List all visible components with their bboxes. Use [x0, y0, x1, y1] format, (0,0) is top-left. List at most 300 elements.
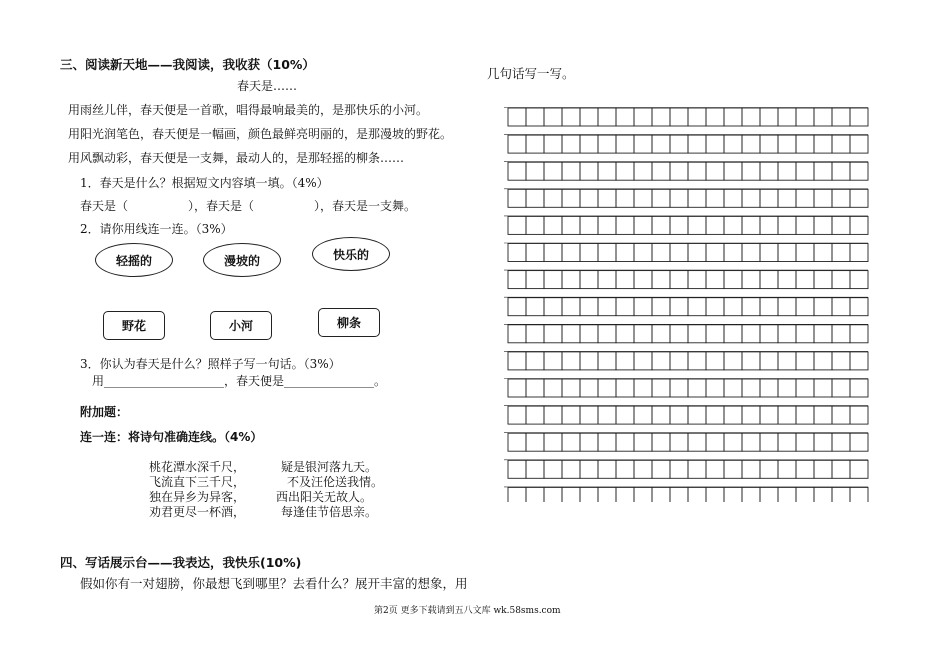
grid-cell[interactable] [796, 460, 814, 478]
grid-cell[interactable] [724, 433, 742, 451]
grid-cell[interactable] [616, 406, 634, 424]
grid-cell[interactable] [598, 460, 616, 478]
grid-cell[interactable] [670, 379, 688, 397]
grid-cell[interactable] [832, 216, 850, 234]
grid-cell[interactable] [832, 433, 850, 451]
grid-cell[interactable] [544, 271, 562, 289]
grid-cell[interactable] [598, 352, 616, 370]
grid-cell[interactable] [706, 406, 724, 424]
poem-right-3[interactable]: 西出阳关无故人。 [276, 490, 373, 504]
grid-cell[interactable] [778, 135, 796, 153]
grid-cell[interactable] [814, 298, 832, 316]
grid-cell[interactable] [706, 487, 724, 502]
grid-cell[interactable] [652, 162, 670, 180]
grid-cell[interactable] [688, 325, 706, 343]
grid-cell[interactable] [688, 379, 706, 397]
grid-cell[interactable] [544, 487, 562, 502]
grid-cell[interactable] [526, 487, 544, 502]
grid-cell[interactable] [814, 379, 832, 397]
grid-cell[interactable] [580, 460, 598, 478]
grid-cell[interactable] [580, 189, 598, 207]
grid-cell[interactable] [634, 244, 652, 262]
grid-cell[interactable] [652, 487, 670, 502]
grid-cell[interactable] [814, 216, 832, 234]
grid-cell[interactable] [508, 325, 526, 343]
grid-cell[interactable] [526, 216, 544, 234]
grid-cell[interactable] [688, 406, 706, 424]
grid-cell[interactable] [544, 433, 562, 451]
grid-cell[interactable] [526, 298, 544, 316]
grid-cell[interactable] [598, 135, 616, 153]
grid-cell[interactable] [598, 298, 616, 316]
grid-cell[interactable] [778, 162, 796, 180]
grid-cell[interactable] [562, 189, 580, 207]
grid-cell[interactable] [832, 325, 850, 343]
grid-cell[interactable] [778, 379, 796, 397]
grid-cell[interactable] [850, 108, 868, 126]
grid-cell[interactable] [814, 460, 832, 478]
grid-cell[interactable] [814, 108, 832, 126]
grid-cell[interactable] [598, 162, 616, 180]
grid-cell[interactable] [580, 325, 598, 343]
grid-cell[interactable] [508, 298, 526, 316]
grid-cell[interactable] [598, 433, 616, 451]
grid-cell[interactable] [508, 406, 526, 424]
grid-cell[interactable] [688, 298, 706, 316]
grid-cell[interactable] [526, 244, 544, 262]
grid-cell[interactable] [580, 135, 598, 153]
grid-cell[interactable] [526, 460, 544, 478]
grid-cell[interactable] [724, 352, 742, 370]
grid-cell[interactable] [814, 244, 832, 262]
grid-cell[interactable] [796, 298, 814, 316]
grid-cell[interactable] [616, 271, 634, 289]
grid-cell[interactable] [778, 487, 796, 502]
grid-cell[interactable] [832, 189, 850, 207]
grid-cell[interactable] [778, 244, 796, 262]
grid-cell[interactable] [796, 189, 814, 207]
grid-cell[interactable] [634, 271, 652, 289]
grid-cell[interactable] [598, 271, 616, 289]
grid-cell[interactable] [850, 406, 868, 424]
grid-cell[interactable] [796, 244, 814, 262]
grid-cell[interactable] [742, 216, 760, 234]
grid-cell[interactable] [850, 189, 868, 207]
grid-cell[interactable] [742, 189, 760, 207]
grid-cell[interactable] [814, 406, 832, 424]
grid-cell[interactable] [742, 298, 760, 316]
grid-cell[interactable] [544, 135, 562, 153]
poem-left-4[interactable]: 劝君更尽一杯酒， [149, 505, 246, 519]
grid-cell[interactable] [562, 487, 580, 502]
grid-cell[interactable] [634, 325, 652, 343]
oval-kuaile[interactable]: 快乐的 [312, 237, 390, 271]
grid-cell[interactable] [670, 460, 688, 478]
grid-cell[interactable] [634, 406, 652, 424]
grid-cell[interactable] [814, 352, 832, 370]
q3-fill[interactable]: 用____________________，春天便是_______________。 [92, 374, 387, 388]
grid-cell[interactable] [634, 460, 652, 478]
box-xiaohe[interactable]: 小河 [210, 311, 272, 340]
grid-cell[interactable] [580, 433, 598, 451]
grid-cell[interactable] [598, 487, 616, 502]
grid-cell[interactable] [616, 298, 634, 316]
grid-cell[interactable] [778, 108, 796, 126]
grid-cell[interactable] [724, 108, 742, 126]
grid-cell[interactable] [562, 460, 580, 478]
grid-cell[interactable] [652, 460, 670, 478]
grid-cell[interactable] [580, 379, 598, 397]
grid-cell[interactable] [706, 271, 724, 289]
grid-cell[interactable] [634, 352, 652, 370]
grid-cell[interactable] [814, 162, 832, 180]
grid-cell[interactable] [508, 162, 526, 180]
grid-cell[interactable] [796, 135, 814, 153]
grid-cell[interactable] [778, 406, 796, 424]
grid-cell[interactable] [850, 460, 868, 478]
poem-left-1[interactable]: 桃花潭水深千尺， [149, 460, 246, 474]
grid-cell[interactable] [562, 325, 580, 343]
grid-cell[interactable] [670, 271, 688, 289]
grid-cell[interactable] [652, 352, 670, 370]
grid-cell[interactable] [850, 433, 868, 451]
grid-cell[interactable] [544, 352, 562, 370]
grid-cell[interactable] [544, 108, 562, 126]
grid-cell[interactable] [778, 325, 796, 343]
grid-cell[interactable] [652, 271, 670, 289]
grid-cell[interactable] [508, 433, 526, 451]
grid-cell[interactable] [670, 298, 688, 316]
grid-cell[interactable] [508, 216, 526, 234]
grid-cell[interactable] [670, 352, 688, 370]
grid-cell[interactable] [760, 271, 778, 289]
grid-cell[interactable] [832, 135, 850, 153]
grid-cell[interactable] [670, 135, 688, 153]
grid-cell[interactable] [562, 433, 580, 451]
grid-cell[interactable] [832, 406, 850, 424]
grid-cell[interactable] [652, 325, 670, 343]
grid-cell[interactable] [634, 162, 652, 180]
grid-cell[interactable] [670, 433, 688, 451]
grid-cell[interactable] [742, 406, 760, 424]
grid-cell[interactable] [526, 189, 544, 207]
grid-cell[interactable] [652, 244, 670, 262]
grid-cell[interactable] [526, 271, 544, 289]
box-yehua[interactable]: 野花 [103, 311, 165, 340]
grid-cell[interactable] [562, 216, 580, 234]
grid-cell[interactable] [706, 244, 724, 262]
grid-cell[interactable] [652, 108, 670, 126]
grid-cell[interactable] [670, 189, 688, 207]
q1-fill[interactable]: 春天是（ ），春天是（ ），春天是一支舞。 [80, 199, 417, 213]
grid-cell[interactable] [796, 325, 814, 343]
grid-cell[interactable] [508, 244, 526, 262]
grid-cell[interactable] [796, 406, 814, 424]
grid-cell[interactable] [742, 433, 760, 451]
grid-cell[interactable] [562, 135, 580, 153]
grid-cell[interactable] [742, 379, 760, 397]
grid-cell[interactable] [706, 216, 724, 234]
grid-cell[interactable] [724, 460, 742, 478]
grid-cell[interactable] [688, 271, 706, 289]
grid-cell[interactable] [850, 244, 868, 262]
grid-cell[interactable] [580, 216, 598, 234]
grid-cell[interactable] [544, 244, 562, 262]
grid-cell[interactable] [544, 460, 562, 478]
grid-cell[interactable] [760, 162, 778, 180]
grid-cell[interactable] [778, 189, 796, 207]
poem-right-1[interactable]: 疑是银河落九天。 [281, 460, 378, 474]
grid-cell[interactable] [832, 162, 850, 180]
grid-cell[interactable] [760, 244, 778, 262]
grid-cell[interactable] [580, 406, 598, 424]
grid-cell[interactable] [688, 487, 706, 502]
grid-cell[interactable] [616, 325, 634, 343]
grid-cell[interactable] [616, 487, 634, 502]
grid-cell[interactable] [508, 189, 526, 207]
grid-cell[interactable] [508, 271, 526, 289]
grid-cell[interactable] [760, 325, 778, 343]
grid-cell[interactable] [688, 460, 706, 478]
grid-cell[interactable] [634, 298, 652, 316]
grid-cell[interactable] [562, 108, 580, 126]
grid-cell[interactable] [688, 244, 706, 262]
grid-cell[interactable] [562, 406, 580, 424]
grid-cell[interactable] [544, 189, 562, 207]
grid-cell[interactable] [742, 352, 760, 370]
grid-cell[interactable] [760, 189, 778, 207]
grid-cell[interactable] [580, 487, 598, 502]
grid-cell[interactable] [634, 189, 652, 207]
grid-cell[interactable] [742, 325, 760, 343]
grid-cell[interactable] [796, 271, 814, 289]
grid-cell[interactable] [724, 406, 742, 424]
grid-cell[interactable] [706, 325, 724, 343]
grid-cell[interactable] [688, 162, 706, 180]
grid-cell[interactable] [706, 108, 724, 126]
grid-cell[interactable] [760, 216, 778, 234]
grid-cell[interactable] [526, 433, 544, 451]
grid-cell[interactable] [742, 244, 760, 262]
grid-cell[interactable] [742, 108, 760, 126]
oval-manpo[interactable]: 漫坡的 [203, 243, 281, 277]
grid-cell[interactable] [778, 352, 796, 370]
grid-cell[interactable] [760, 108, 778, 126]
grid-cell[interactable] [526, 406, 544, 424]
grid-cell[interactable] [526, 379, 544, 397]
grid-cell[interactable] [580, 162, 598, 180]
grid-cell[interactable] [814, 189, 832, 207]
grid-cell[interactable] [580, 244, 598, 262]
grid-cell[interactable] [670, 216, 688, 234]
grid-cell[interactable] [706, 379, 724, 397]
grid-cell[interactable] [688, 189, 706, 207]
grid-cell[interactable] [652, 298, 670, 316]
grid-cell[interactable] [580, 108, 598, 126]
grid-cell[interactable] [598, 216, 616, 234]
grid-cell[interactable] [526, 352, 544, 370]
grid-cell[interactable] [670, 244, 688, 262]
grid-cell[interactable] [652, 406, 670, 424]
grid-cell[interactable] [760, 460, 778, 478]
grid-cell[interactable] [634, 135, 652, 153]
grid-cell[interactable] [796, 162, 814, 180]
grid-cell[interactable] [814, 325, 832, 343]
grid-cell[interactable] [850, 352, 868, 370]
grid-cell[interactable] [850, 298, 868, 316]
grid-cell[interactable] [688, 135, 706, 153]
grid-cell[interactable] [634, 433, 652, 451]
grid-cell[interactable] [742, 135, 760, 153]
grid-cell[interactable] [544, 406, 562, 424]
grid-cell[interactable] [850, 325, 868, 343]
grid-cell[interactable] [544, 325, 562, 343]
grid-cell[interactable] [706, 298, 724, 316]
grid-cell[interactable] [850, 379, 868, 397]
grid-cell[interactable] [652, 135, 670, 153]
grid-cell[interactable] [652, 216, 670, 234]
grid-cell[interactable] [616, 433, 634, 451]
grid-cell[interactable] [760, 433, 778, 451]
grid-cell[interactable] [598, 379, 616, 397]
grid-cell[interactable] [652, 189, 670, 207]
grid-cell[interactable] [706, 460, 724, 478]
grid-cell[interactable] [742, 460, 760, 478]
grid-cell[interactable] [724, 189, 742, 207]
grid-cell[interactable] [634, 487, 652, 502]
grid-cell[interactable] [580, 352, 598, 370]
grid-cell[interactable] [760, 379, 778, 397]
grid-cell[interactable] [742, 162, 760, 180]
grid-cell[interactable] [778, 298, 796, 316]
grid-cell[interactable] [724, 135, 742, 153]
grid-cell[interactable] [508, 379, 526, 397]
grid-cell[interactable] [850, 271, 868, 289]
grid-cell[interactable] [724, 325, 742, 343]
grid-cell[interactable] [616, 135, 634, 153]
grid-cell[interactable] [562, 244, 580, 262]
grid-cell[interactable] [706, 135, 724, 153]
grid-cell[interactable] [544, 379, 562, 397]
grid-cell[interactable] [616, 460, 634, 478]
grid-cell[interactable] [760, 487, 778, 502]
grid-cell[interactable] [544, 162, 562, 180]
grid-cell[interactable] [616, 189, 634, 207]
grid-cell[interactable] [796, 379, 814, 397]
grid-cell[interactable] [526, 108, 544, 126]
grid-cell[interactable] [742, 271, 760, 289]
grid-cell[interactable] [796, 352, 814, 370]
grid-cell[interactable] [670, 325, 688, 343]
grid-cell[interactable] [634, 379, 652, 397]
grid-cell[interactable] [616, 352, 634, 370]
grid-cell[interactable] [724, 162, 742, 180]
grid-cell[interactable] [580, 298, 598, 316]
grid-cell[interactable] [760, 406, 778, 424]
grid-cell[interactable] [832, 244, 850, 262]
grid-cell[interactable] [508, 352, 526, 370]
poem-right-4[interactable]: 每逢佳节倍思亲。 [281, 505, 378, 519]
grid-cell[interactable] [652, 379, 670, 397]
poem-right-2[interactable]: 不及汪伦送我情。 [287, 475, 384, 489]
grid-cell[interactable] [616, 379, 634, 397]
grid-cell[interactable] [508, 135, 526, 153]
grid-cell[interactable] [832, 487, 850, 502]
grid-cell[interactable] [832, 352, 850, 370]
grid-cell[interactable] [778, 433, 796, 451]
poem-left-2[interactable]: 飞流直下三千尺， [149, 475, 246, 489]
grid-cell[interactable] [814, 135, 832, 153]
grid-cell[interactable] [778, 271, 796, 289]
grid-cell[interactable] [832, 271, 850, 289]
grid-cell[interactable] [706, 433, 724, 451]
grid-cell[interactable] [670, 108, 688, 126]
grid-cell[interactable] [796, 108, 814, 126]
grid-cell[interactable] [850, 162, 868, 180]
poem-left-3[interactable]: 独在异乡为异客， [149, 490, 246, 504]
grid-cell[interactable] [562, 271, 580, 289]
grid-cell[interactable] [616, 216, 634, 234]
grid-cell[interactable] [814, 487, 832, 502]
grid-cell[interactable] [616, 244, 634, 262]
grid-cell[interactable] [670, 487, 688, 502]
grid-cell[interactable] [562, 162, 580, 180]
grid-cell[interactable] [760, 352, 778, 370]
grid-cell[interactable] [706, 352, 724, 370]
grid-cell[interactable] [796, 487, 814, 502]
grid-cell[interactable] [724, 487, 742, 502]
grid-cell[interactable] [688, 352, 706, 370]
grid-cell[interactable] [706, 189, 724, 207]
grid-cell[interactable] [796, 433, 814, 451]
grid-cell[interactable] [724, 216, 742, 234]
grid-cell[interactable] [598, 244, 616, 262]
grid-cell[interactable] [670, 162, 688, 180]
grid-cell[interactable] [598, 406, 616, 424]
grid-cell[interactable] [562, 379, 580, 397]
grid-cell[interactable] [562, 352, 580, 370]
grid-cell[interactable] [814, 271, 832, 289]
grid-cell[interactable] [850, 216, 868, 234]
grid-cell[interactable] [526, 162, 544, 180]
grid-cell[interactable] [598, 108, 616, 126]
grid-cell[interactable] [706, 162, 724, 180]
grid-cell[interactable] [760, 298, 778, 316]
grid-cell[interactable] [544, 216, 562, 234]
grid-cell[interactable] [688, 433, 706, 451]
grid-cell[interactable] [526, 135, 544, 153]
grid-cell[interactable] [814, 433, 832, 451]
grid-cell[interactable] [796, 216, 814, 234]
grid-cell[interactable] [724, 298, 742, 316]
grid-cell[interactable] [832, 460, 850, 478]
grid-cell[interactable] [562, 298, 580, 316]
grid-cell[interactable] [598, 325, 616, 343]
grid-cell[interactable] [850, 487, 868, 502]
grid-cell[interactable] [760, 135, 778, 153]
grid-cell[interactable] [634, 216, 652, 234]
grid-cell[interactable] [544, 298, 562, 316]
grid-cell[interactable] [832, 108, 850, 126]
grid-cell[interactable] [508, 108, 526, 126]
grid-cell[interactable] [526, 325, 544, 343]
grid-cell[interactable] [616, 108, 634, 126]
grid-cell[interactable] [580, 271, 598, 289]
box-liutiao[interactable]: 柳条 [318, 308, 380, 337]
grid-cell[interactable] [742, 487, 760, 502]
grid-cell[interactable] [634, 108, 652, 126]
grid-cell[interactable] [778, 460, 796, 478]
